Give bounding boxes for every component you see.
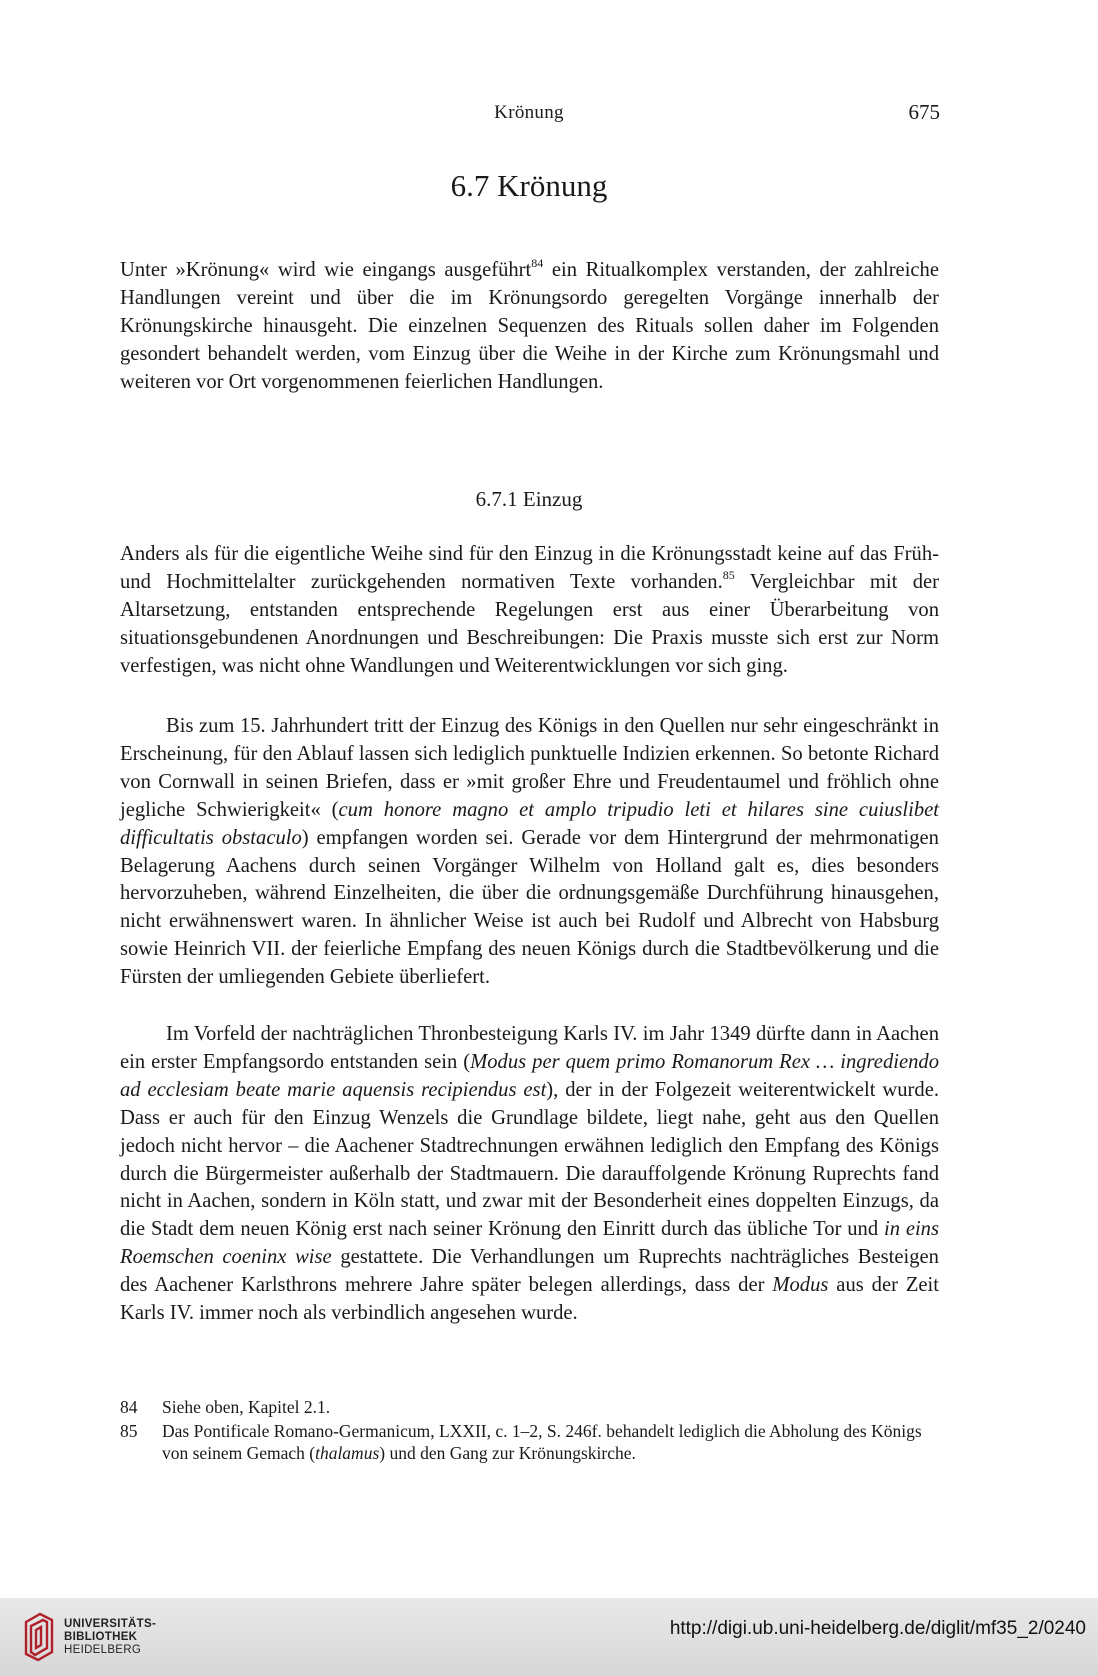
footnote-number: 85 (120, 1421, 138, 1441)
text-run: ein Ritualkomplex verstanden, der zahlreiche Handlungen vereint und über die im Krönungsordo geregelten Vorgänge innerhalb der Krönungskirche hinausgeht. Die einzelnen Sequenzen des Rituals sollen daher im Folgenden gesondert behandelt werden, vom Einzug über die Weihe in der Kirche zum Krönungsmahl und weiteren vor Ort vorgenommenen feierlichen Handlungen. (120, 259, 939, 393)
text-run: Im Vorfeld der nachträglichen Thronbesteigung Karls IV. im Jahr 1349 dürfte dann in Aachen ein erster Empfangsordo entstanden sein ( (120, 1023, 939, 1073)
footnote-text: Das Pontificale Romano-Germanicum, LXXII, c. 1–2, S. 246f. behandelt lediglich die Abholung des Königs von seinem Gemach ( (162, 1421, 922, 1463)
text-run: Bis zum 15. Jahrhundert tritt der Einzug des Königs in den Quellen nur sehr eingeschränkt in Erscheinung, für den Ablauf lassen sich lediglich punktuelle Indizien erkennen. So betonte Richard von Cornwall in seinen Briefen, dass er »mit großer Ehre und Freudentaumel und fröhlich ohne jegliche Schwierigkeit« ( (120, 715, 939, 821)
footnote-ref-85[interactable]: 85 (722, 567, 735, 582)
text-run: Unter »Krönung« wird wie eingangs ausgeführt (120, 259, 532, 281)
library-name-line: HEIDELBERG (64, 1644, 142, 1656)
footnote-text: Siehe oben, Kapitel 2.1. (162, 1397, 331, 1417)
latin-quote: Modus per quem primo Romanorum Rex … ingrediendo ad ecclesiam beate marie aquensis recipiendus est (120, 1050, 939, 1101)
latin-quote: cum honore magno et amplo tripudio leti et hilares sine cuiuslibet difficultatis obstaculo (120, 798, 940, 849)
text-run: gestattete. Die Verhandlungen um Ruprechts nachträgliches Besteigen des Aachener Karlsthrons mehrere Jahre später belegen allerdings, dass der (120, 1246, 939, 1297)
body-paragraph-2 (120, 713, 939, 992)
library-name-line: UNIVERSITÄTS- (64, 1618, 157, 1630)
footnotes (120, 1396, 939, 1466)
intro-paragraph (120, 257, 939, 397)
body-paragraph-3 (120, 1021, 939, 1328)
text-run: Anders als für die eigentliche Weihe sind für den Einzug in die Krönungsstadt keine auf das Früh- und Hochmittelalter zurückgehenden normativen Texte vorhanden. (120, 543, 939, 593)
footnote-85 (120, 1420, 939, 1464)
library-name-line: BIBLIOTHEK (64, 1631, 138, 1643)
latin-quote: in eins Roemschen coeninx wise (120, 1218, 939, 1269)
body-paragraph-1 (120, 541, 939, 681)
latin-term: Modus (772, 1274, 829, 1297)
text-run: ) empfangen worden sei. Gerade vor dem Hintergrund der mehrmonatigen Belagerung Aachens durch seinen Vorgänger Wilhelm von Holland galt es, dies besonders hervorzuheben, während Einzelheiten, die über die ordnungsgemäße Durchführung hinausgehen, nicht erwähnenswert waren. In ähnlicher Weise ist auch bei Rudolf und Albrecht von Habsburg sowie Heinrich VII. der feierliche Empfang des neuen Königs durch die Stadtbevölkerung und die Fürsten der umliegenden Gebiete überliefert. (120, 826, 939, 989)
library-logo-icon[interactable] (22, 1608, 56, 1664)
footer-bar (0, 1598, 1098, 1676)
library-name (64, 1618, 156, 1657)
text-run: Vergleichbar mit der Altarsetzung, entstanden entsprechende Regelungen erst aus einer Überarbeitung von situationsgebundenen Anordnungen und Beschreibungen: Die Praxis musste sich erst zur Norm verfestigen, was nicht ohne Wandlungen und Weiterentwicklungen vor sich ging. (120, 570, 939, 677)
page-number: 675 (908, 100, 940, 124)
source-url-link[interactable]: http://digi.ub.uni-heidelberg.de/diglit/mf35_2/0240 (669, 1618, 1086, 1639)
running-head (0, 100, 1098, 130)
footnote-ref-84[interactable]: 84 (531, 256, 544, 270)
footnote-84 (120, 1396, 939, 1418)
footnote-number: 84 (120, 1397, 138, 1417)
text-run: aus der Zeit Karls IV. immer noch als verbindlich angesehen wurde. (120, 1274, 939, 1325)
footnote-text: ) und den Gang zur Krönungskirche. (379, 1443, 636, 1463)
latin-term: thalamus (315, 1443, 380, 1463)
running-title: Krönung (494, 102, 564, 123)
section-title: 6.7.1 Einzug (475, 487, 583, 511)
text-run: ), der in der Folgezeit weiterentwickelt wurde. Dass er auch für den Einzug Wenzels die Grundlage bildete, liegt nahe, geht aus den Quellen jedoch nicht hervor – die Aachener Stadtrechnungen erwähnen lediglich den Empfang des Königs durch die Bürgermeister außerhalb der Stadtmauern. Die darauffolgende Krönung Ruprechts fand nicht in Aachen, sondern in Köln statt, und zwar mit der Besonderheit eines doppelten Einzugs, da die Stadt dem neuen König erst nach seiner Krönung den Einritt durch das übliche Tor und (120, 1078, 939, 1241)
chapter-title: 6.7 Krönung (450, 168, 608, 203)
